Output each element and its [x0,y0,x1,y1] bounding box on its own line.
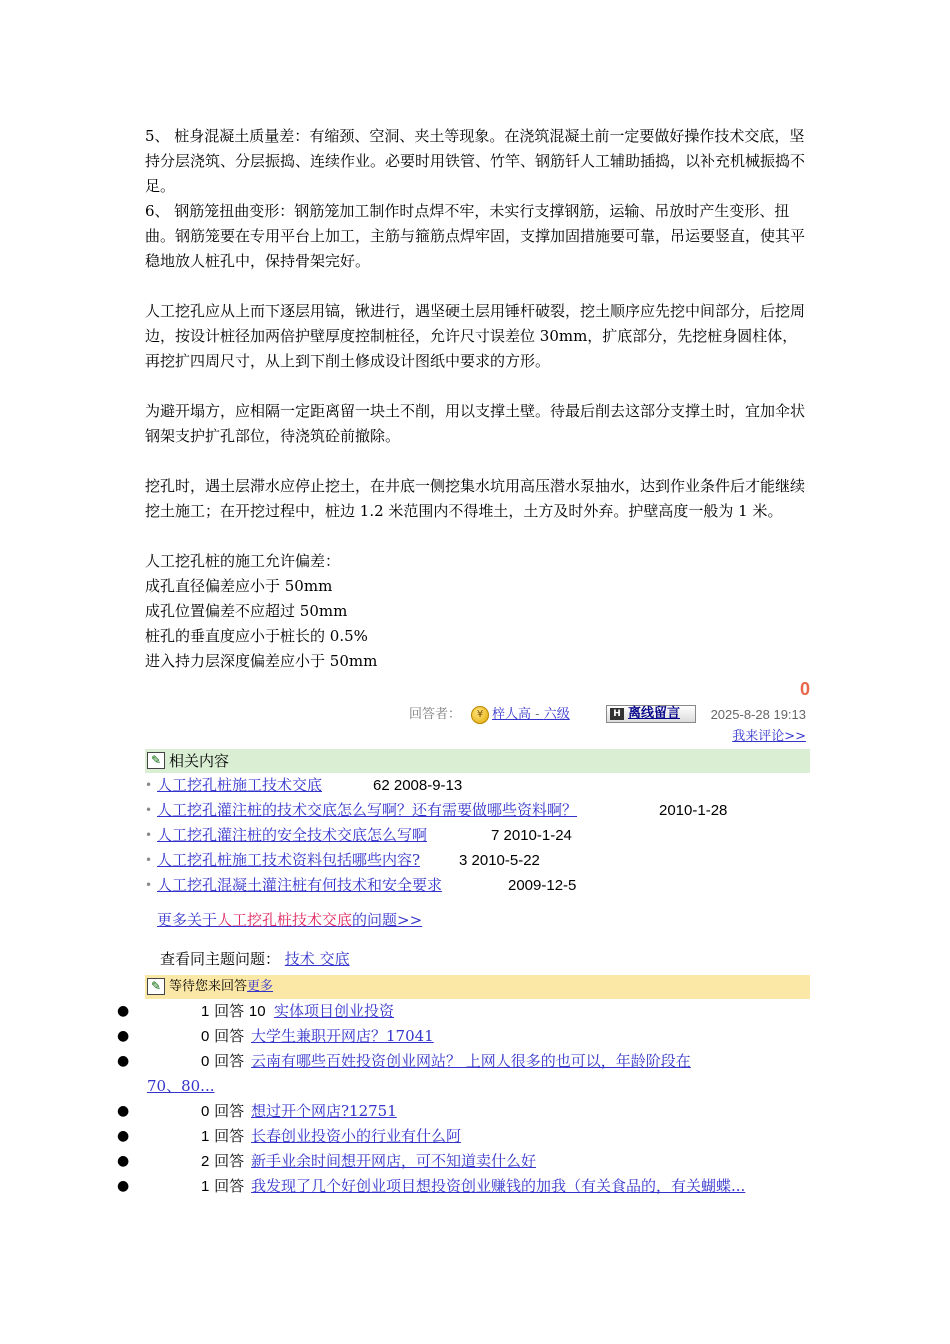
pencil-check-icon: ✎ [147,752,165,769]
answer-count: 0 回答 [201,1027,245,1045]
tolerance-depth: 进入持力层深度偏差应小于 50mm [145,652,378,670]
bullet-icon: ● [117,1128,130,1144]
answer-count: 1 回答 [201,1177,245,1195]
answer-count: 2 回答 [201,1152,245,1170]
related-meta: 62 2008-9-13 [373,777,463,794]
list-item [145,823,810,848]
tolerance-verticality: 桩孔的垂直度应小于桩长的 0.5% [145,627,368,645]
same-topic-label: 查看同主题问题： [160,950,281,968]
tolerance-title: 人工挖孔桩的施工允许偏差： [145,552,341,570]
list-item [117,1149,817,1174]
spacer [145,374,810,399]
offline-message-label: 离线留言 [628,706,681,721]
bullet-icon: • [145,878,153,892]
waiting-question-link[interactable]: 长春创业投资小的行业有什么阿 [251,1127,462,1145]
comment-link[interactable]: 我来评论>> [732,729,806,744]
offline-message-button[interactable] [606,705,696,723]
bullet-icon: ● [117,1003,130,1019]
medal-icon: ¥ [471,706,489,724]
waiting-question-link[interactable]: 云南有哪些百姓投资创业网站？ 上网人很多的也可以，年龄阶段在 [251,1052,691,1070]
bullet-icon: • [145,778,153,792]
waiting-question-link[interactable]: 新手业余时间想开网店，可不知道卖什么好 [251,1152,537,1170]
spacer [145,274,810,299]
waiting-header [145,975,810,999]
answer-timestamp: 2025-8-28 19:13 [710,707,806,722]
related-link[interactable]: 人工挖孔桩施工技术资料包括哪些内容? [157,851,421,869]
more-related-link[interactable] [157,911,422,929]
same-topic-row [145,947,810,972]
list-item [145,773,810,798]
waiting-question-link-continued[interactable]: 70、80... [147,1077,215,1095]
user-separator: - [531,707,544,722]
list-item [117,1099,817,1124]
waiting-question-link[interactable]: 我发现了几个好创业项目想投资创业赚钱的加我（有关食品的，有关蝴蝶... [251,1177,746,1195]
paragraph-water: 挖孔时，遇土层滞水应停止挖土，在井底一侧挖集水坑用高压潜水泵抽水，达到作业条件后才能继续挖土施工；在开挖过程中，桩边 1.2 米范围内不得堆土，土方及时外弃。护壁高度一般为 1 米。 [145,477,806,520]
waiting-question-link[interactable]: 大学生兼职开网店？17041 [251,1027,434,1045]
answerer-label: 回答者： [409,707,462,722]
tolerance-position: 成孔位置偏差不应超过 50mm [145,602,348,620]
answer-count: 0 回答 [201,1052,245,1070]
list-item [117,1174,817,1199]
bullet-icon: ● [117,1153,130,1169]
related-link[interactable]: 人工挖孔灌注桩的技术交底怎么写啊？还有需要做哪些资料啊？ [157,801,578,819]
spacer [145,449,810,474]
related-meta: 2010-1-28 [659,802,728,819]
waiting-list [117,999,817,1199]
waiting-more-link[interactable]: 更多 [247,979,274,994]
paragraph-collapse: 为避开塌方，应相隔一定距离留一块土不削，用以支撑土壁。待最后削去这部分支撑土时，宜加伞状钢架支护扩孔部位，待浇筑砼前撤除。 [145,402,806,445]
related-link[interactable]: 人工挖孔灌注桩的安全技术交底怎么写啊 [157,826,428,844]
comment-row [145,728,806,746]
bullet-icon: ● [117,1028,130,1044]
list-item [117,1049,817,1099]
topic-tags-link[interactable]: 技术 交底 [284,950,350,968]
related-link[interactable]: 人工挖孔桩施工技术交底 [157,776,323,794]
waiting-title: 等待您来回答 [169,979,248,994]
related-link[interactable]: 人工挖孔混凝土灌注桩有何技术和安全要求 [157,876,443,894]
related-header [145,749,810,773]
user-name-link[interactable]: 梓人高 [492,707,532,722]
answer-count: 1 回答 [201,1127,245,1145]
list-item [145,798,810,823]
related-title: 相关内容 [169,752,230,770]
bullet-icon: ● [117,1103,130,1119]
message-h-icon: H [610,708,624,720]
paragraph-digging: 人工挖孔应从上而下逐层用镐，锹进行，遇坚硬土层用锤杆破裂，挖土顺序应先挖中间部分，后挖周边，按设计桩径加两倍护壁厚度控制桩径，允许尺寸误差位 30mm，扩底部分，先挖桩身圆柱体，再挖扩四周尺寸，从上到下削土修成设计图纸中要求的方形。 [145,302,806,370]
bullet-icon: ● [117,1053,130,1069]
related-meta: 3 2010-5-22 [459,852,540,869]
related-meta: 7 2010-1-24 [491,827,572,844]
answerer-user[interactable] [492,702,570,728]
paragraph-item-6: 6、 钢筋笼扭曲变形：钢筋笼加工制作时点焊不牢，未实行支撑钢筋，运输、吊放时产生变形、扭曲。钢筋笼要在专用平台上加工，主筋与箍筋点焊牢固，支撑加固措施要可靠，吊运要竖直，使其平稳地放人桩孔中，保持骨架完好。 [145,202,806,270]
answer-count: 0 回答 [201,1102,245,1120]
waiting-question-link[interactable]: 实体项目创业投资 [274,1002,395,1020]
list-item [117,1124,817,1149]
more-prefix: 更多关于 [157,911,218,929]
answerer-row [145,702,810,728]
related-list [145,773,810,898]
more-keyword: 人工挖孔桩技术交底 [217,911,353,929]
more-related-row [145,908,810,933]
related-meta: 2009-12-5 [508,877,577,894]
list-item [117,1024,817,1049]
document-body [117,124,810,1199]
paragraph-item-5: 5、 桩身混凝土质量差：有缩颈、空洞、夹土等现象。在浇筑混凝土前一定要做好操作技术交底，坚持分层浇筑、分层振捣、连续作业。必要时用铁管、竹竿、钢筋钎人工辅助插捣，以补充机械振捣不足。 [145,127,806,195]
bullet-icon: • [145,828,153,842]
waiting-question-link[interactable]: 想过开个网店?12751 [251,1102,397,1120]
spacer [145,524,810,549]
list-item [145,848,810,873]
bullet-icon: • [145,803,153,817]
list-item [145,873,810,898]
tolerance-diameter: 成孔直径偏差应小于 50mm [145,577,333,595]
bullet-icon: ● [117,1178,130,1194]
bullet-icon: • [145,853,153,867]
pencil-check-icon: ✎ [147,978,165,995]
answer-count: 1 回答 10 [201,1002,266,1020]
user-level-link[interactable]: 六级 [543,707,570,722]
list-item [117,999,817,1024]
answer-score: 0 [799,679,810,699]
more-suffix: 的问题>> [352,911,423,929]
